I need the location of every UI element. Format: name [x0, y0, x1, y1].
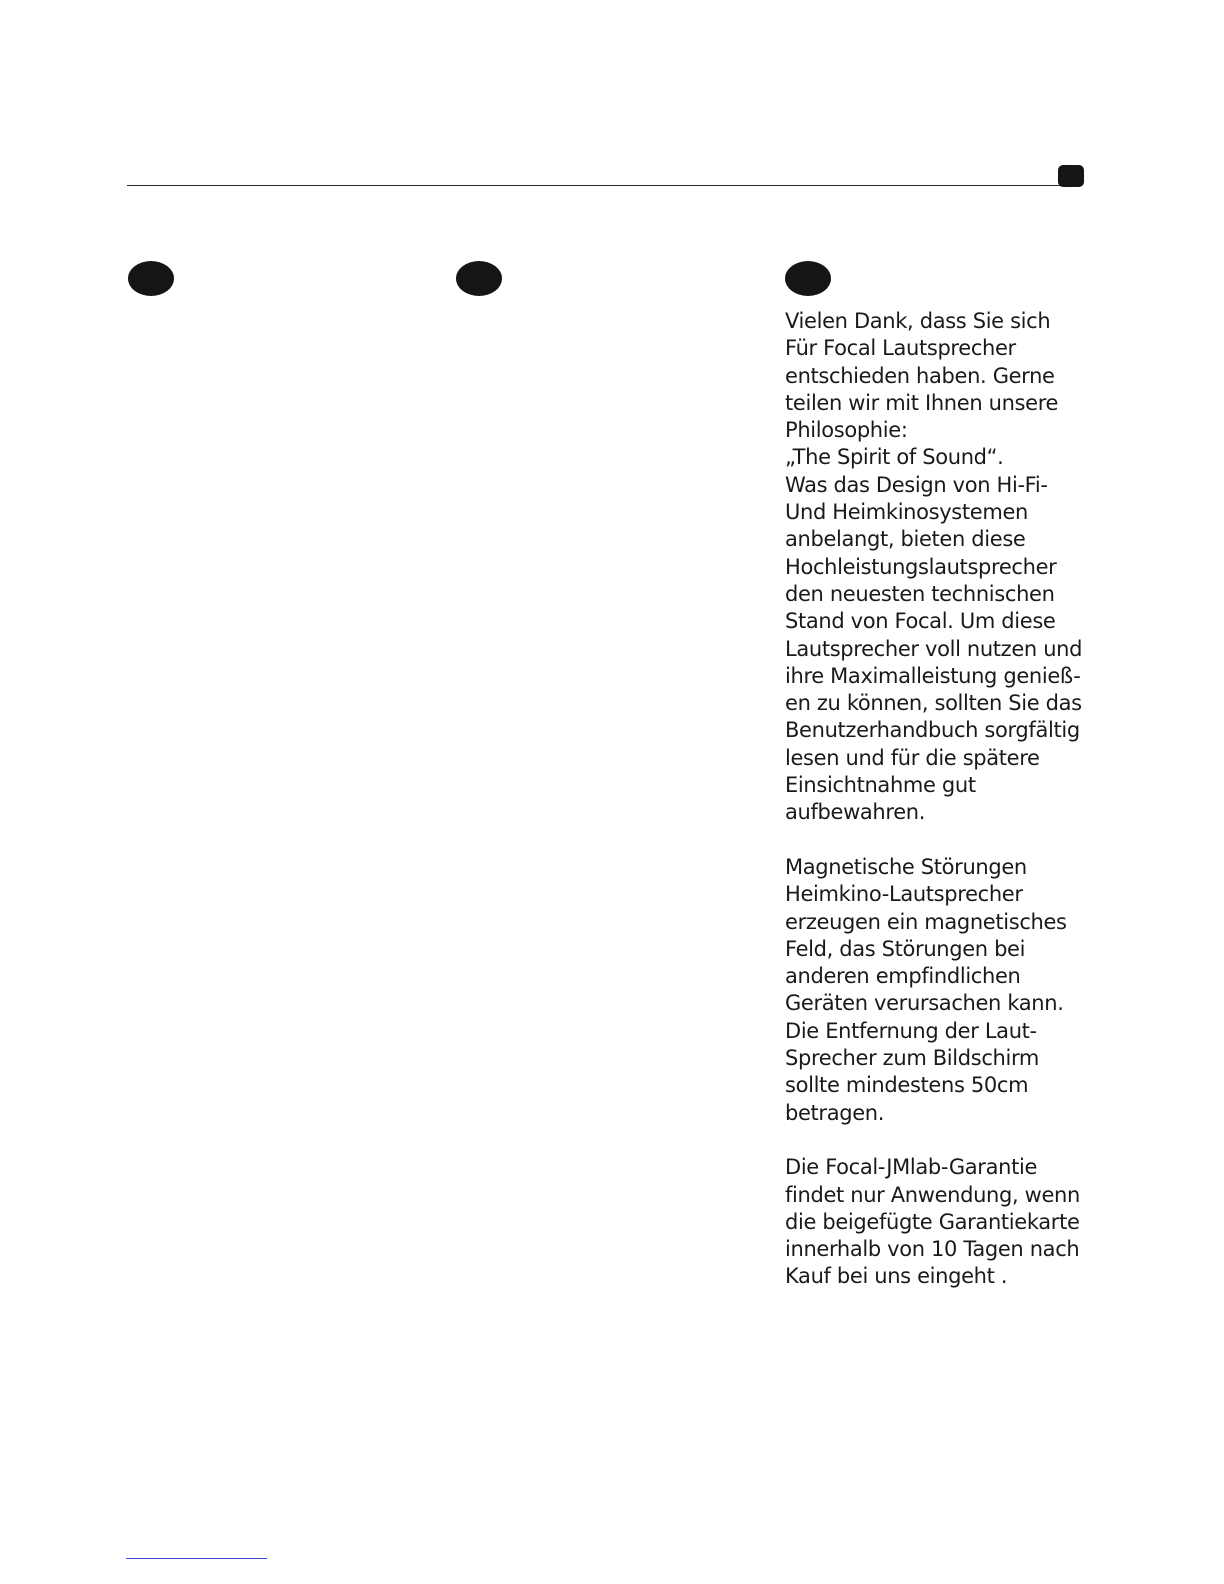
warranty-paragraph: Die Focal-JMlab-Garantie findet nur Anwendung, wenn die beigefügte Garantiekarte innerhalb von 10 Tagen nach Kauf bei uns eingeht .: [785, 1155, 1080, 1289]
text-column-german: [785, 308, 1095, 1291]
language-badge-3: [785, 261, 831, 296]
language-badge-2: [456, 261, 502, 296]
footer-link-underline: [126, 1558, 267, 1559]
intro-paragraph: Vielen Dank, dass Sie sich Für Focal Lautsprecher entschieden haben. Gerne teilen wir mit Ihnen unsere Philosophie: „The Spirit of Sound“. Was das Design von Hi-Fi- Und Heimkinosystemen anbelangt, bieten diese Hochleistungslautsprecher den neuesten technischen Stand von Focal. Um diese Lautsprecher voll nutzen und ihre Maximalleistung genieß- en zu können, sollten Sie das Benutzerhandbuch sorgfältig lesen und für die spätere Einsichtnahme gut aufbewahren.: [785, 309, 1083, 825]
magnetic-interference-paragraph: Magnetische Störungen Heimkino-Lautsprecher erzeugen ein magnetisches Feld, das Störungen bei anderen empfindlichen Geräten verursachen kann. Die Entfernung der Laut- Sprecher zum Bildschirm sollte mindestens 50cm betragen.: [785, 854, 1067, 1125]
page-tab-marker: [1058, 165, 1084, 187]
language-badge-1: [128, 261, 174, 296]
header-rule: [127, 185, 1067, 186]
